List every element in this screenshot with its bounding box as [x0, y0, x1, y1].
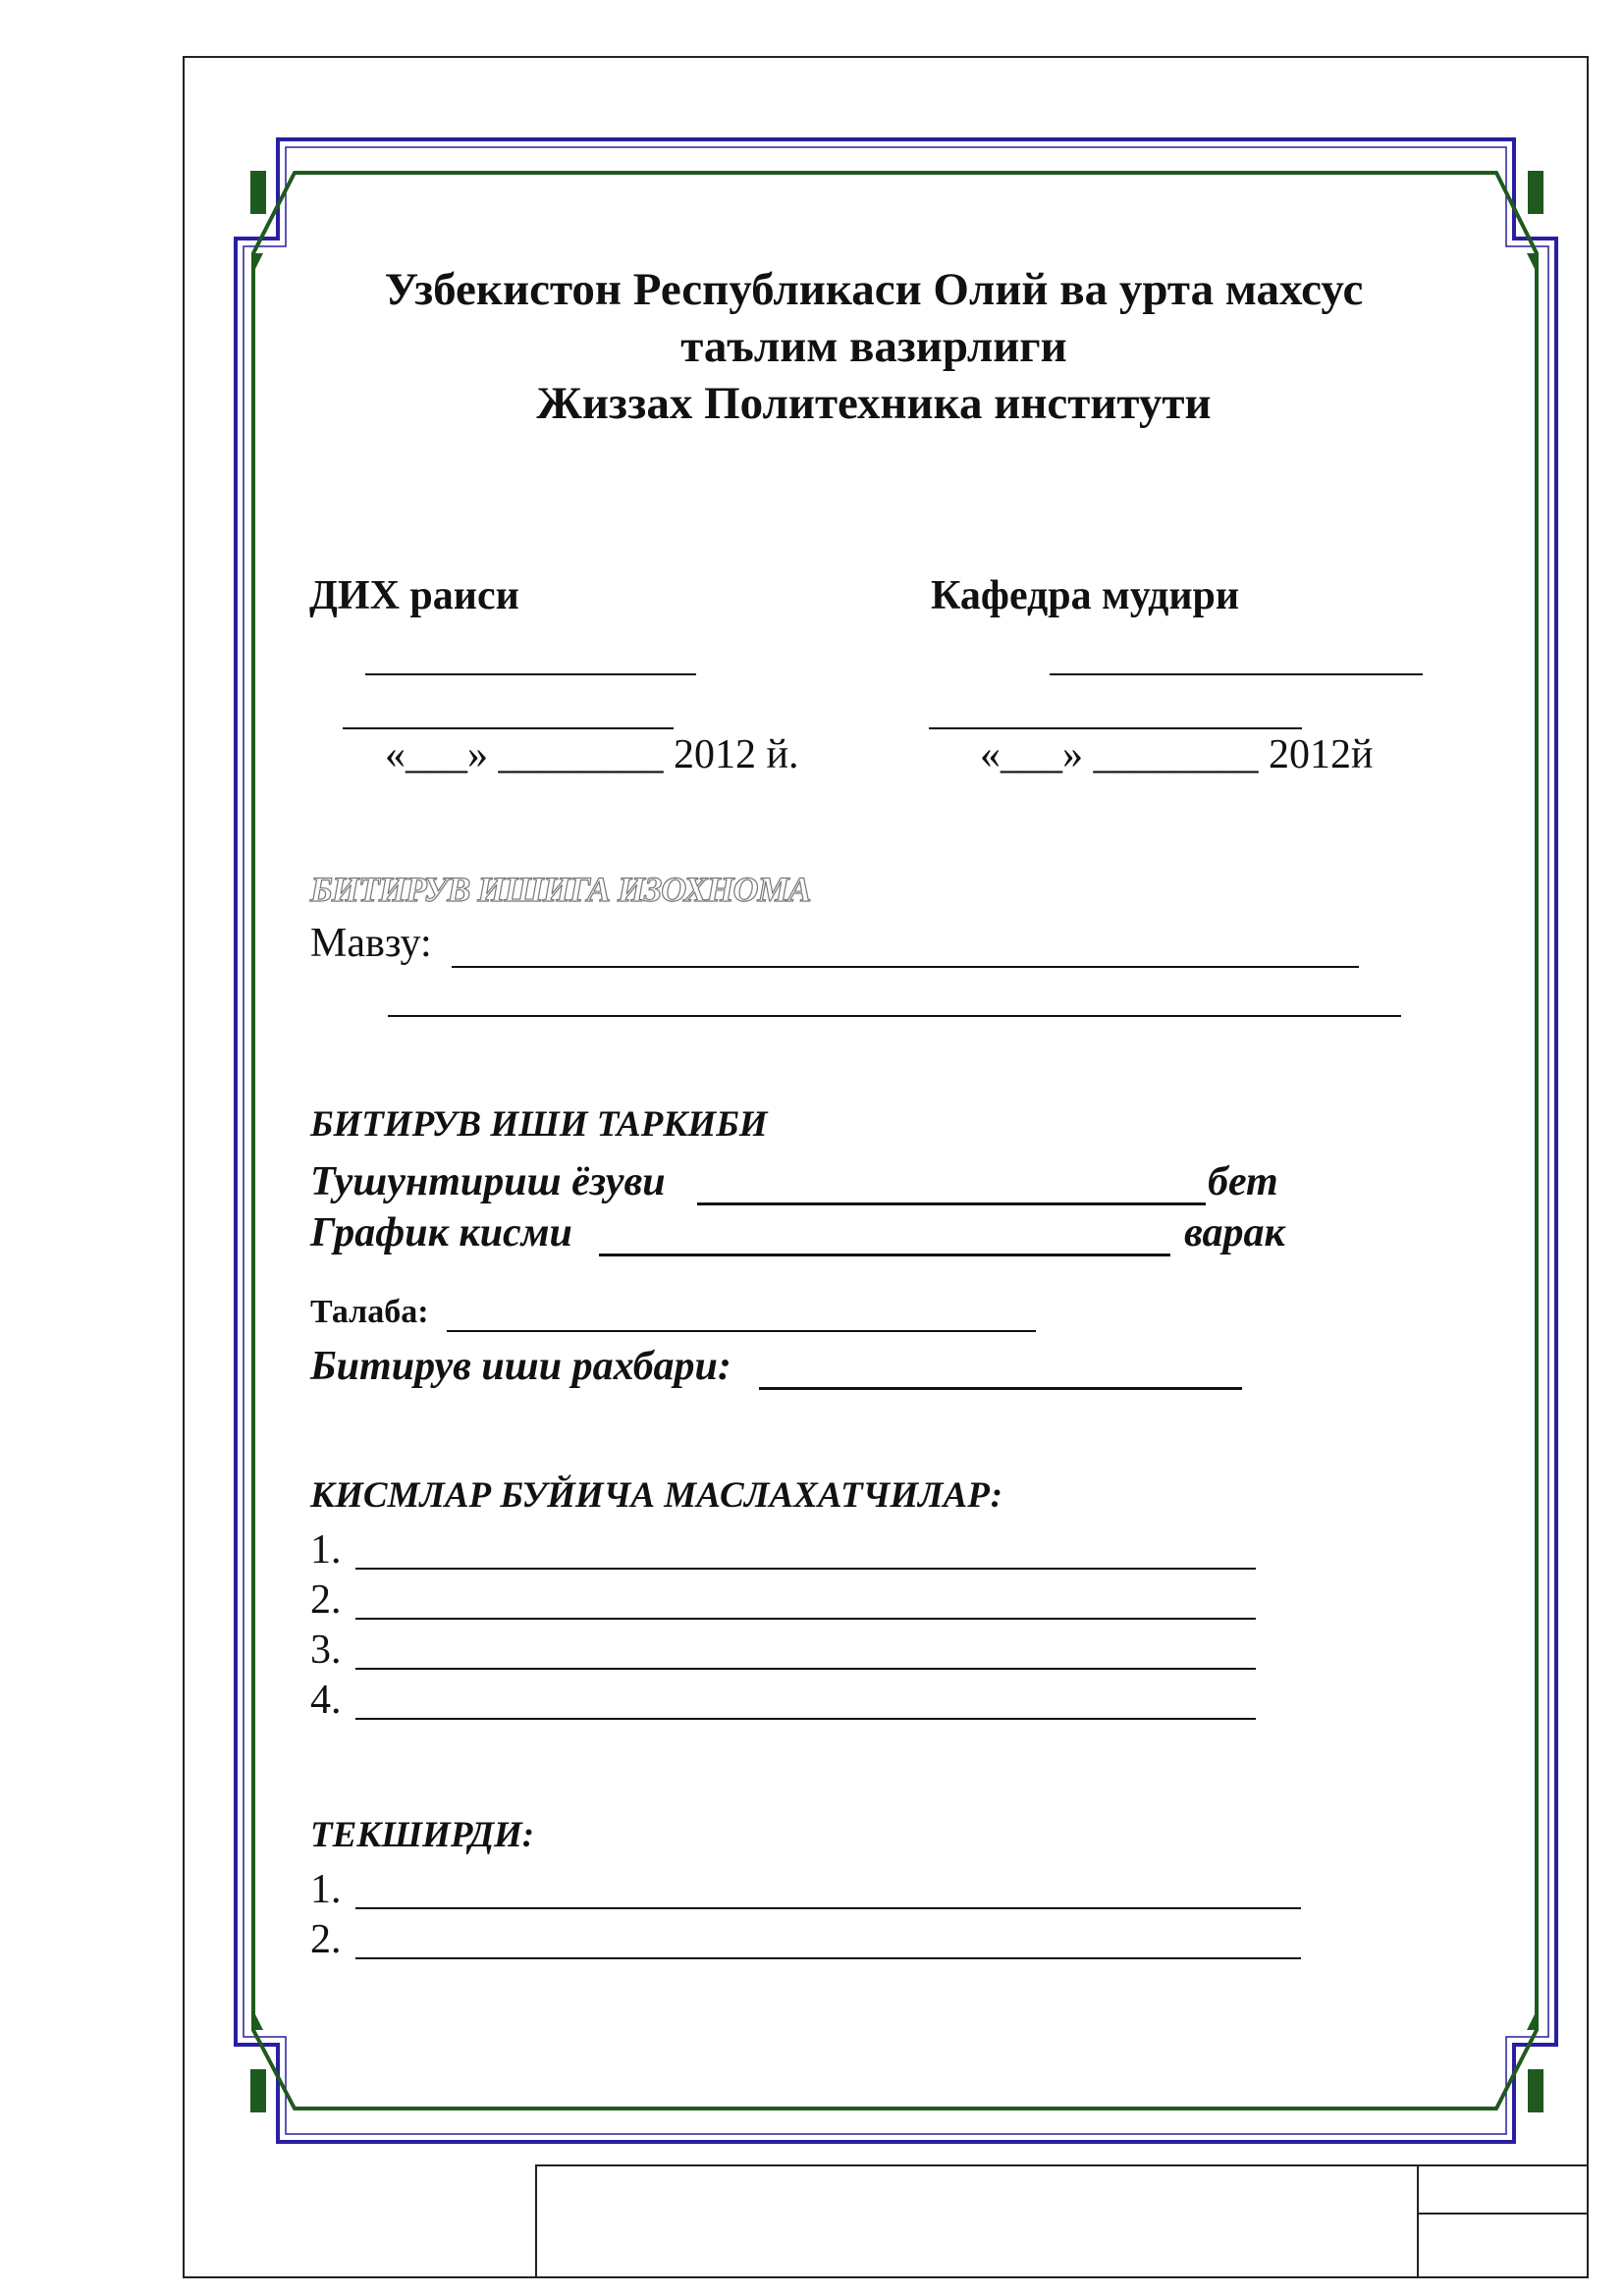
consultants-heading: КИСМЛАР БУЙИЧА МАСЛАХАТЧИЛАР: — [310, 1475, 1003, 1516]
consultant-line-4 — [355, 1718, 1256, 1720]
checker-line-1 — [355, 1907, 1301, 1909]
corner-block-tl — [250, 171, 266, 214]
right-approver-title: Кафедра мудири — [931, 573, 1240, 618]
document-heading: БИТИРУВ ИШИГА ИЗОХНОМА — [310, 870, 811, 909]
institute-title: Жиззах Политехника институти — [536, 378, 1212, 429]
consultant-line-2 — [355, 1618, 1256, 1620]
student-label: Талаба: — [310, 1294, 429, 1330]
corner-block-br — [1528, 2069, 1543, 2112]
graphic-line — [599, 1254, 1170, 1256]
consultant-line-1 — [355, 1568, 1256, 1570]
graphic-label: График кисми — [310, 1210, 572, 1255]
checker-number-2: 2. — [310, 1917, 342, 1962]
right-date: «___» ________ 2012й — [980, 732, 1374, 777]
checker-line-2 — [355, 1957, 1301, 1959]
consultant-number-2: 2. — [310, 1577, 342, 1623]
title-block — [535, 2164, 1589, 2278]
graphic-unit: варак — [1184, 1210, 1285, 1255]
right-signature-line-2 — [929, 727, 1302, 729]
explanatory-unit: бет — [1208, 1159, 1278, 1204]
checked-heading: ТЕКШИРДИ: — [310, 1815, 535, 1855]
left-signature-line-1 — [365, 673, 696, 675]
corner-block-bl — [250, 2069, 266, 2112]
corner-block-tr — [1528, 171, 1543, 214]
title-block-divider — [1417, 2164, 1419, 2278]
checker-number-1: 1. — [310, 1867, 342, 1912]
consultant-line-3 — [355, 1668, 1256, 1670]
consultant-number-4: 4. — [310, 1678, 342, 1723]
right-signature-line-1 — [1050, 673, 1423, 675]
composition-heading: БИТИРУВ ИШИ ТАРКИБИ — [310, 1104, 768, 1145]
ministry-title-line1: Узбекистон Республикаси Олий ва урта махсус — [384, 264, 1364, 315]
title-block-sheet-cell — [1417, 2213, 1589, 2215]
left-approver-title: ДИХ раиси — [309, 573, 519, 618]
ministry-title-line2: таълим вазирлиги — [680, 321, 1067, 372]
left-signature-line-2 — [343, 727, 674, 729]
topic-line-1 — [452, 966, 1359, 968]
explanatory-line — [697, 1202, 1206, 1205]
student-line — [447, 1330, 1036, 1332]
supervisor-line — [759, 1387, 1242, 1390]
consultant-number-3: 3. — [310, 1628, 342, 1673]
left-date: «___» ________ 2012 й. — [385, 732, 799, 777]
explanatory-label: Тушунтириш ёзуви — [310, 1159, 666, 1204]
consultant-number-1: 1. — [310, 1527, 342, 1573]
supervisor-label: Битирув иши рахбари: — [310, 1344, 731, 1389]
topic-line-2 — [388, 1015, 1401, 1017]
topic-label: Мавзу: — [310, 921, 432, 966]
